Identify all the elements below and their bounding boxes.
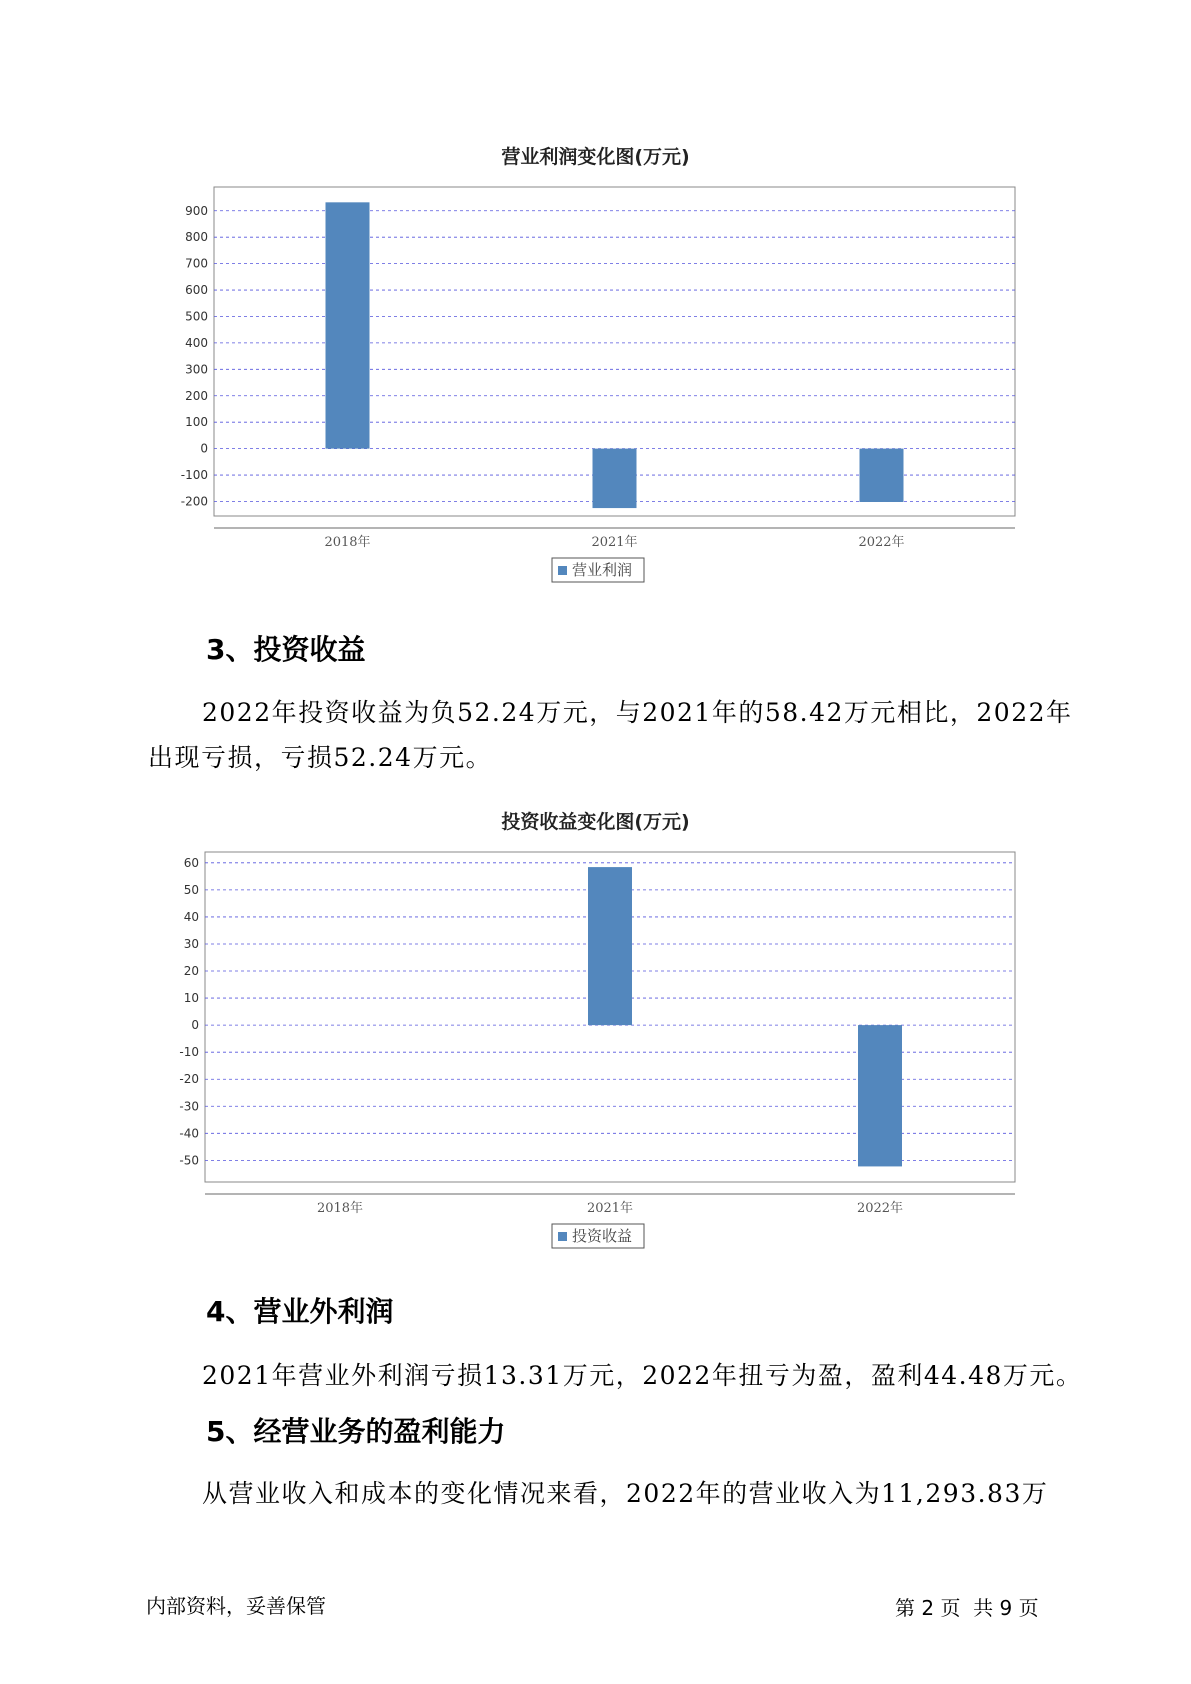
chart1-title: 营业利润变化图(万元) [501,146,690,168]
footer-page-number: 第 2 页 共 9 页 [895,1596,1039,1620]
section3-line1: 2022年投资收益为负52.24万元，与2021年的58.42万元相比，2022年 [202,698,1073,727]
y-tick-label: 20 [183,964,199,979]
x-tick-label: 2021年 [586,1201,634,1216]
section3-line2: 出现亏损，亏损52.24万元。 [148,743,493,772]
y-tick-label: 30 [183,936,199,951]
bar-2021年 [593,449,637,508]
y-tick-label: -40 [179,1126,199,1141]
y-tick-label: -30 [179,1099,199,1114]
y-tick-label: 10 [183,991,199,1006]
y-tick-label: 60 [183,855,199,870]
legend-label: 投资收益 [572,1227,633,1245]
bar-2022年 [860,449,904,502]
chart2-title: 投资收益变化图(万元) [501,811,690,833]
y-tick-label: -50 [179,1153,199,1168]
x-tick-label: 2018年 [316,1201,364,1216]
y-tick-label: -200 [180,494,208,509]
y-tick-label: 800 [185,230,208,245]
y-tick-label: 0 [200,441,208,456]
y-tick-label: -20 [179,1072,199,1087]
y-tick-label: -10 [179,1045,199,1060]
section3-heading: 3、投资收益 [206,633,366,666]
chart1-operating-profit [0,160,1191,579]
section5-line1: 从营业收入和成本的变化情况来看，2022年的营业收入为11,293.83万 [202,1479,1049,1508]
x-tick-label: 2018年 [324,535,371,550]
y-tick-label: -100 [180,468,208,483]
y-tick-label: 400 [185,335,208,350]
bar-2021年 [588,867,632,1025]
bar-2018年 [326,202,370,448]
legend-swatch [558,566,567,575]
y-tick-label: 700 [185,256,208,271]
section4-line1: 2021年营业外利润亏损13.31万元，2022年扭亏为盈，盈利44.48万元。 [202,1361,1083,1390]
y-tick-label: 0 [191,1018,199,1033]
y-tick-label: 500 [185,309,208,324]
y-tick-label: 40 [183,909,199,924]
section4-heading: 4、营业外利润 [206,1295,394,1328]
y-tick-label: 100 [185,415,208,430]
legend-swatch [558,1232,567,1241]
footer-confidential: 内部资料，妥善保管 [146,1594,326,1618]
x-tick-label: 2022年 [856,1201,904,1216]
chart2-investment-income [0,825,1191,1245]
bar-2022年 [858,1025,902,1166]
y-tick-label: 600 [185,283,208,298]
section5-heading: 5、经营业务的盈利能力 [206,1415,506,1448]
y-tick-label: 300 [185,362,208,377]
y-tick-label: 900 [185,203,208,218]
y-tick-label: 50 [183,882,199,897]
legend-label: 营业利润 [572,561,633,579]
x-tick-label: 2021年 [591,535,638,550]
y-tick-label: 200 [185,388,208,403]
x-tick-label: 2022年 [858,535,905,550]
